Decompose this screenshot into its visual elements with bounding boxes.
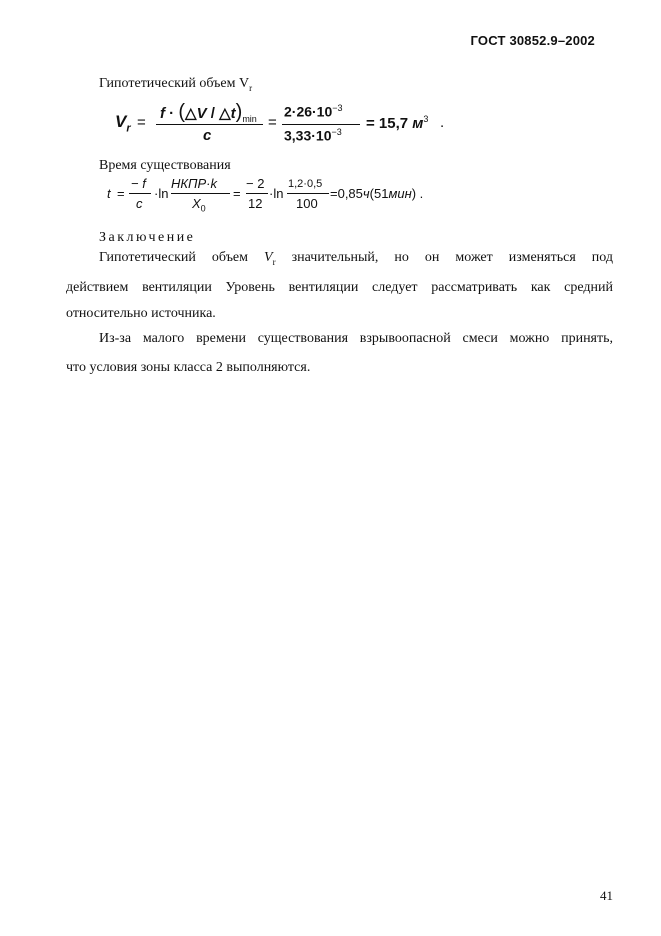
eq1-denominator-2: $3,33\cdot 10^{-3}$ <box>284 127 342 144</box>
eq2-frac3-bar <box>246 193 268 194</box>
existence-time-label: Время существования <box>99 158 231 173</box>
conclusion-paragraph-2 <box>66 324 613 382</box>
eq2-lhs: t <box>107 186 111 201</box>
document-code: ГОСТ 30852.9–2002 <box>470 33 595 48</box>
eq2-frac1-den: c <box>136 196 143 211</box>
eq2-frac4-num: 1,2·0,5 <box>288 178 323 190</box>
eq2-frac3-den: 12 <box>248 196 263 211</box>
p1-row-2: действием вентиляции Уровень вентиляции следует рассматривать как средний <box>66 279 613 295</box>
eq2-frac2-num: НКПР·k <box>171 176 217 191</box>
eq2-ln1: ·ln <box>154 186 169 201</box>
eq2-frac2-den: $X_0$ <box>192 196 206 214</box>
eq2-ln2: ·ln <box>269 186 284 201</box>
hypothetical-volume-label <box>99 76 252 93</box>
eq2-frac4-bar <box>287 193 329 194</box>
eq1-fraction-bar-2 <box>282 124 360 125</box>
eq2-frac4-den: 100 <box>296 196 318 211</box>
conclusion-title: Заключение <box>99 230 196 245</box>
eq2-frac2-bar <box>171 193 230 194</box>
label-text: Гипотетический объем V <box>99 76 250 91</box>
eq1-fraction-bar <box>156 124 263 125</box>
eq2-equals-2: = <box>233 186 241 201</box>
eq2-result: =0,85ч(51мин) . <box>330 186 424 201</box>
eq1-lhs: $V_r$ <box>115 112 131 135</box>
eq2-frac3-num: − 2 <box>246 176 265 191</box>
eq2-equals: = <box>117 186 125 201</box>
eq2-frac1-bar <box>129 193 151 194</box>
conclusion-paragraph-1 <box>66 245 613 327</box>
p1-row-3: относительно источника. <box>66 305 216 321</box>
eq1-result: = 15,7 $м^3$ <box>366 114 429 132</box>
p1-row-1: Гипотетический объем $V_r$ значительный, но он может изменяться под <box>99 250 613 267</box>
eq1-numerator: f · (△V / $\triangle t)_{min}$ <box>160 101 257 124</box>
eq2-frac1-num: − f <box>131 176 146 191</box>
page-number: 41 <box>600 888 613 903</box>
p2-row-1: Из-за малого времени существования взрывоопасной смеси можно принять, <box>99 331 613 346</box>
eq1-numerator-2: $2\cdot 26\cdot 10^{-3}$ <box>284 103 343 120</box>
eq1-equals-2: = <box>268 114 277 131</box>
eq1-period: . <box>440 114 445 131</box>
eq1-equals: = <box>137 114 146 131</box>
eq1-denominator: c <box>203 127 212 144</box>
p2-row-2: что условия зоны класса 2 выполняются. <box>66 360 311 375</box>
label-subscript: r <box>249 82 253 93</box>
